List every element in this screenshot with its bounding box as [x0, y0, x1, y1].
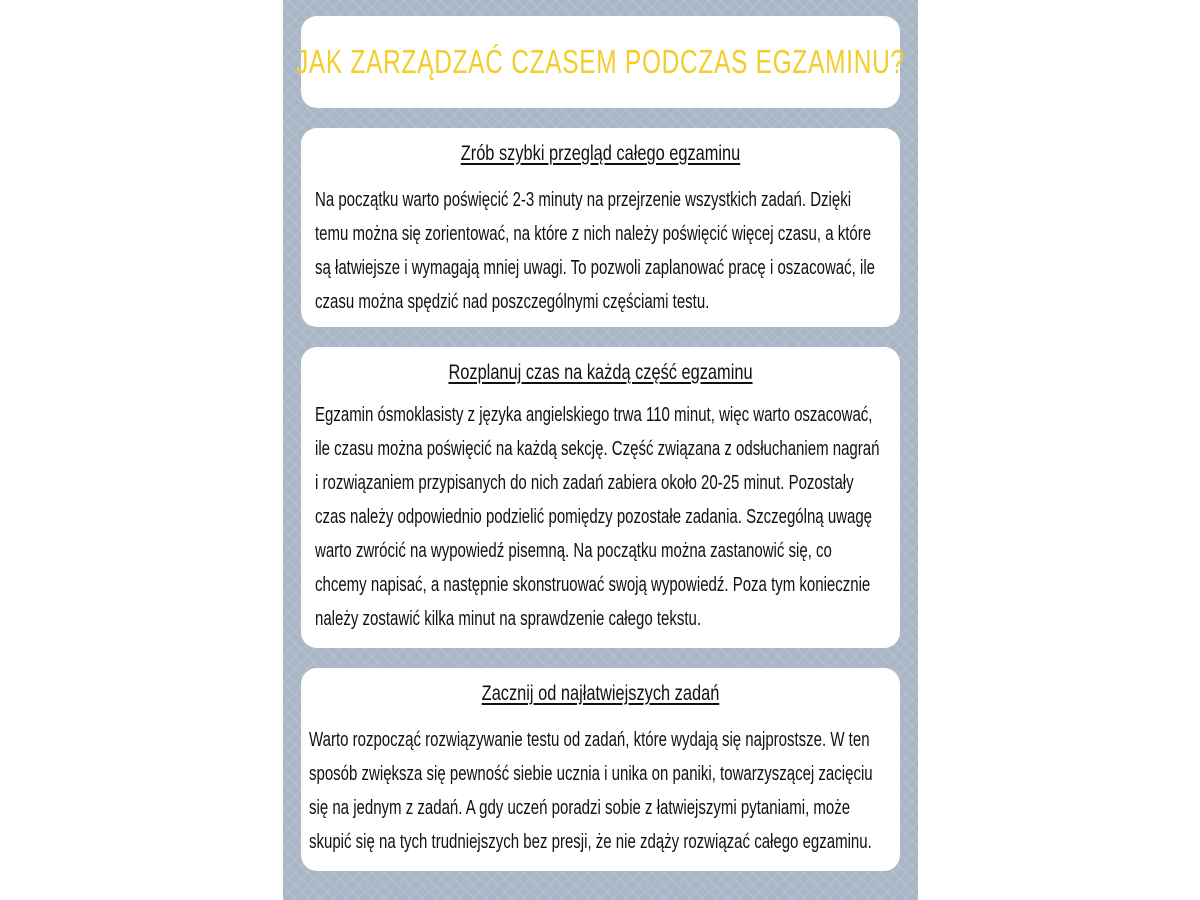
section-heading: Zacznij od najłatwiejszych zadań	[481, 682, 720, 705]
section-card-plan-time	[301, 347, 900, 648]
page-title: JAK ZARZĄDZAĆ CZASEM PODCZAS EGZAMINU?	[296, 43, 905, 80]
poster	[283, 0, 918, 900]
section-body: Warto rozpocząć rozwiązywanie testu od zadań, które wydają się najprostsze. W ten sposób zwiększa się pewność siebie ucznia i unika on paniki, towarzyszącej zacięciu się na jednym z zadań. A gdy uczeń poradzi sobie z łatwiejszymi pytaniami, może skupić się na tych trudniejszych bez presji, że nie zdąży rozwiązać całego egzaminu.	[309, 729, 873, 853]
section-heading: Rozplanuj czas na każdą część egzaminu	[448, 361, 753, 384]
section-card-overview	[301, 128, 900, 327]
section-body: Na początku warto poświęcić 2-3 minuty na przejrzenie wszystkich zadań. Dzięki temu można się zorientować, na które z nich należy poświęcić więcej czasu, a które są łatwiejsze i wymagają mniej uwagi. To pozwoli zaplanować pracę i oszacować, ile czasu można spędzić nad poszczególnymi częściami testu.	[315, 189, 875, 313]
section-heading: Zrób szybki przegląd całego egzaminu	[460, 142, 741, 165]
section-card-easiest-first	[301, 668, 900, 871]
title-card	[296, 16, 905, 108]
section-body: Egzamin ósmoklasisty z języka angielskiego trwa 110 minut, więc warto oszacować, ile czasu można poświęcić na każdą sekcję. Część związana z odsłuchaniem nagrań i rozwiązaniem przypisanych do nich zadań zabiera około 20-25 minut. Pozostały czas należy odpowiednio podzielić pomiędzy pozostałe zadania. Szczególną uwagę warto zwrócić na wypowiedź pisemną. Na początku można zastanowić się, co chcemy napisać, a następnie skonstruować swoją wypowiedź. Poza tym koniecznie należy zostawić kilka minut na sprawdzenie całego tekstu.	[315, 404, 880, 630]
